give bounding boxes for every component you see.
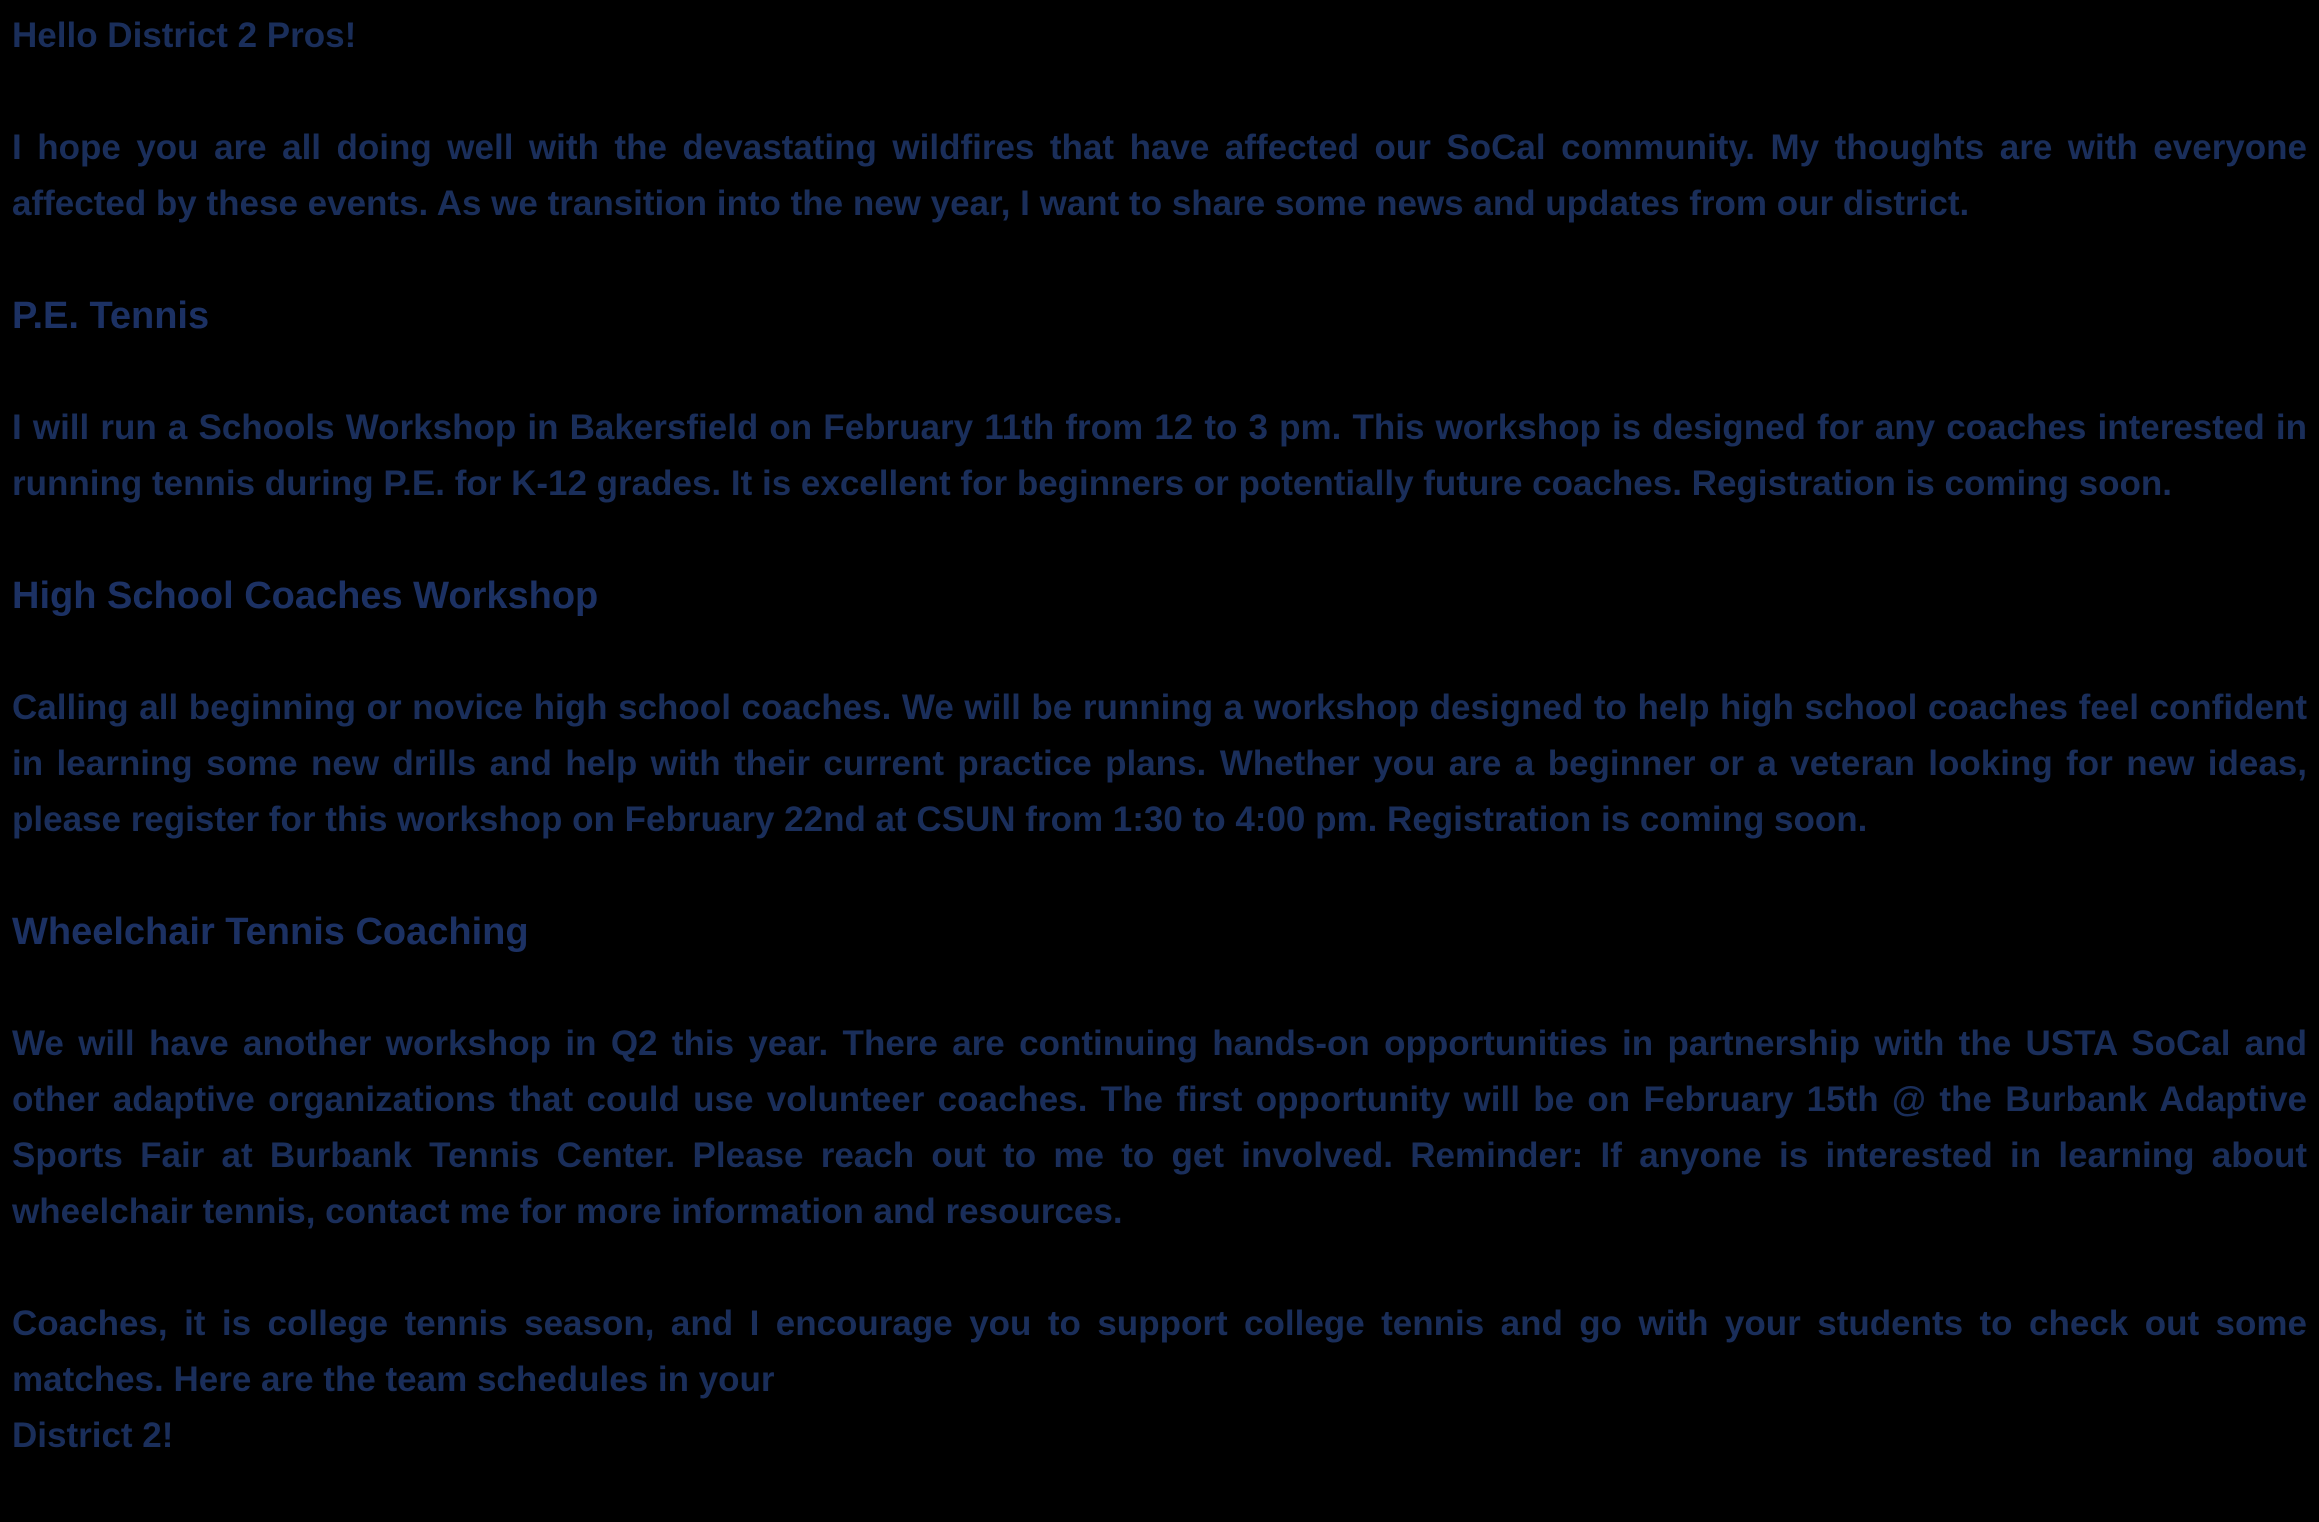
spacer [12,848,2307,904]
spacer [12,232,2307,288]
spacer [12,624,2307,680]
spacer [12,1240,2307,1296]
section-body-hs-coaches-workshop: Calling all beginning or novice high school coaches. We will be running a workshop designed to help high school coaches feel confident in learning some new drills and help with their current practice plans. Whether you are a beginner or a veteran looking for new ideas, please register for this workshop on February 22nd at CSUN from 1:30 to 4:00 pm. Registration is coming soon. [12,688,2307,839]
section-heading-pe-tennis: P.E. Tennis [12,295,210,337]
section-heading-wheelchair-tennis: Wheelchair Tennis Coaching [12,911,529,953]
section-body-wheelchair-tennis: We will have another workshop in Q2 this year. There are continuing hands-on opportunities in partnership with the USTA SoCal and other adaptive organizations that could use volunteer coaches. The first opportunity will be on February 15th @ the Burbank Adaptive Sports Fair at Burbank Tennis Center. Please reach out to me to get involved. Reminder: If anyone is interested in learning about wheelchair tennis, contact me for more information and resources. [12,1024,2307,1231]
closing-paragraph [12,1296,2307,1464]
section-body-pe-tennis: I will run a Schools Workshop in Bakersfield on February 11th from 12 to 3 pm. This workshop is designed for any coaches interested in running tennis during P.E. for K-12 grades. It is excellent for beginners or potentially future coaches. Registration is coming soon. [12,408,2307,503]
closing-district: District 2! [12,1416,174,1455]
spacer [12,344,2307,400]
intro-paragraph: I hope you are all doing well with the devastating wildfires that have affected our SoCal community. My thoughts are with everyone affected by these events. As we transition into the new year, I want to share some news and updates from our district. [12,128,2307,223]
spacer [12,512,2307,568]
spacer [12,64,2307,120]
section-heading-hs-coaches-workshop: High School Coaches Workshop [12,575,599,617]
greeting: Hello District 2 Pros! [12,16,357,55]
closing-text: Coaches, it is college tennis season, and I encourage you to support college tennis and go with your students to check out some matches. Here are the team schedules in your [12,1304,2307,1399]
spacer [12,960,2307,1016]
